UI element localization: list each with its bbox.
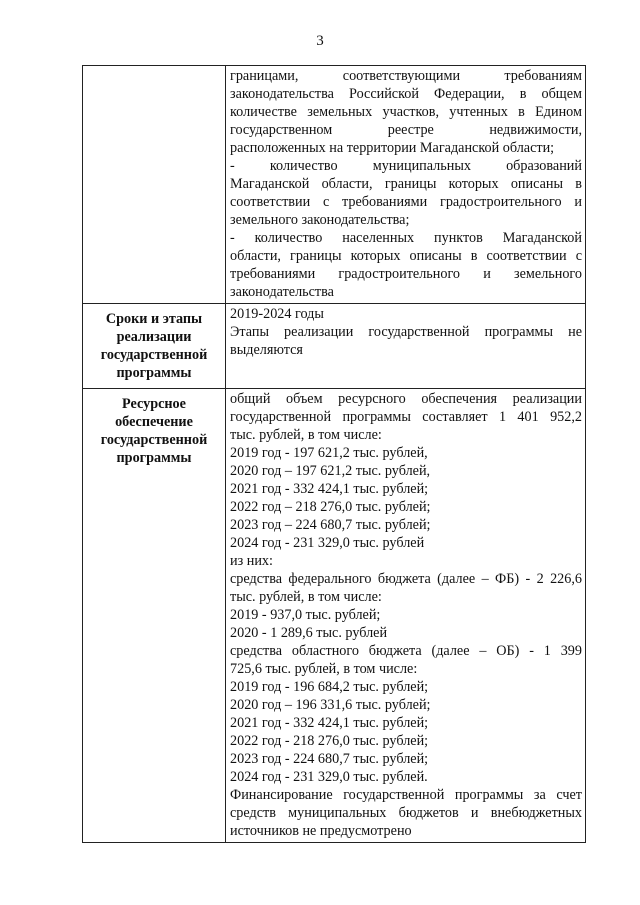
text-line: средства областного бюджета (далее – ОБ) - 1 399 [230, 643, 582, 659]
table-row [83, 66, 586, 304]
text-line: расположенных на территории Магаданской области; [230, 140, 555, 156]
text-line: границами, соответствующими требованиям [230, 68, 582, 84]
table-row [83, 389, 586, 843]
text-line: законодательства Российской Федерации, в общем [230, 86, 582, 102]
text-line: государственном реестре недвижимости, [230, 122, 582, 138]
row-content [226, 304, 586, 389]
text-line: области, границы которых описаны в соответствии с [230, 248, 582, 264]
text-line: тыс. рублей, в том числе: [230, 427, 382, 443]
text-line: 2019 год - 197 621,2 тыс. рублей, [230, 445, 428, 461]
text-line: 2020 год – 196 331,6 тыс. рублей; [230, 697, 431, 713]
row-content [226, 66, 586, 304]
text-line: источников не предусмотрено [230, 823, 412, 839]
text-line: 725,6 тыс. рублей, в том числе: [230, 661, 418, 677]
text-line: 2024 год - 231 329,0 тыс. рублей [230, 535, 425, 551]
text-line: 2021 год - 332 424,1 тыс. рублей; [230, 715, 429, 731]
passport-table [82, 65, 586, 843]
text-line: общий объем ресурсного обеспечения реализации [230, 391, 582, 407]
text-line: 2023 год – 224 680,7 тыс. рублей; [230, 517, 431, 533]
text-line: - количество населенных пунктов Магаданской [230, 230, 582, 246]
text-line: выделяются [230, 342, 303, 358]
row-content [226, 389, 586, 843]
text-line: - количество муниципальных образований [230, 158, 582, 174]
text-line: Магаданской области, границы которых описаны в [230, 176, 582, 192]
row-label [83, 66, 226, 304]
text-line: Этапы реализации государственной программы не [230, 324, 582, 340]
table-row [83, 304, 586, 389]
text-line: 2022 год - 218 276,0 тыс. рублей; [230, 733, 429, 749]
text-line: средств муниципальных бюджетов и внебюджетных [230, 805, 582, 821]
text-line: 2019 год - 196 684,2 тыс. рублей; [230, 679, 429, 695]
text-line: 2020 - 1 289,6 тыс. рублей [230, 625, 388, 641]
text-line: соответствии с требованиями градостроительного и [230, 194, 582, 210]
text-line: из них: [230, 553, 273, 569]
row-label: Сроки и этапы реализации государственной программы [83, 304, 226, 389]
text-line: 2020 год – 197 621,2 тыс. рублей, [230, 463, 431, 479]
text-line: средства федерального бюджета (далее – ФБ) - 2 226,6 [230, 571, 582, 587]
text-line: земельного законодательства; [230, 212, 410, 228]
text-line: тыс. рублей, в том числе: [230, 589, 382, 605]
text-line: 2019 - 937,0 тыс. рублей; [230, 607, 381, 623]
text-line: 2023 год - 224 680,7 тыс. рублей; [230, 751, 429, 767]
row-label: Ресурсное обеспечение государственной программы [83, 389, 226, 843]
text-line: законодательства [230, 284, 334, 300]
text-line: государственной программы составляет 1 401 952,2 [230, 409, 582, 425]
text-line: 2024 год - 231 329,0 тыс. рублей. [230, 769, 428, 785]
text-line: количестве земельных участков, учтенных в Едином [230, 104, 582, 120]
text-line: требованиями градостроительного и земельного [230, 266, 582, 282]
page-number: 3 [316, 33, 324, 49]
text-line: Финансирование государственной программы за счет [230, 787, 582, 803]
text-line: 2019-2024 годы [230, 306, 324, 322]
text-line: 2022 год – 218 276,0 тыс. рублей; [230, 499, 431, 515]
text-line: 2021 год - 332 424,1 тыс. рублей; [230, 481, 429, 497]
